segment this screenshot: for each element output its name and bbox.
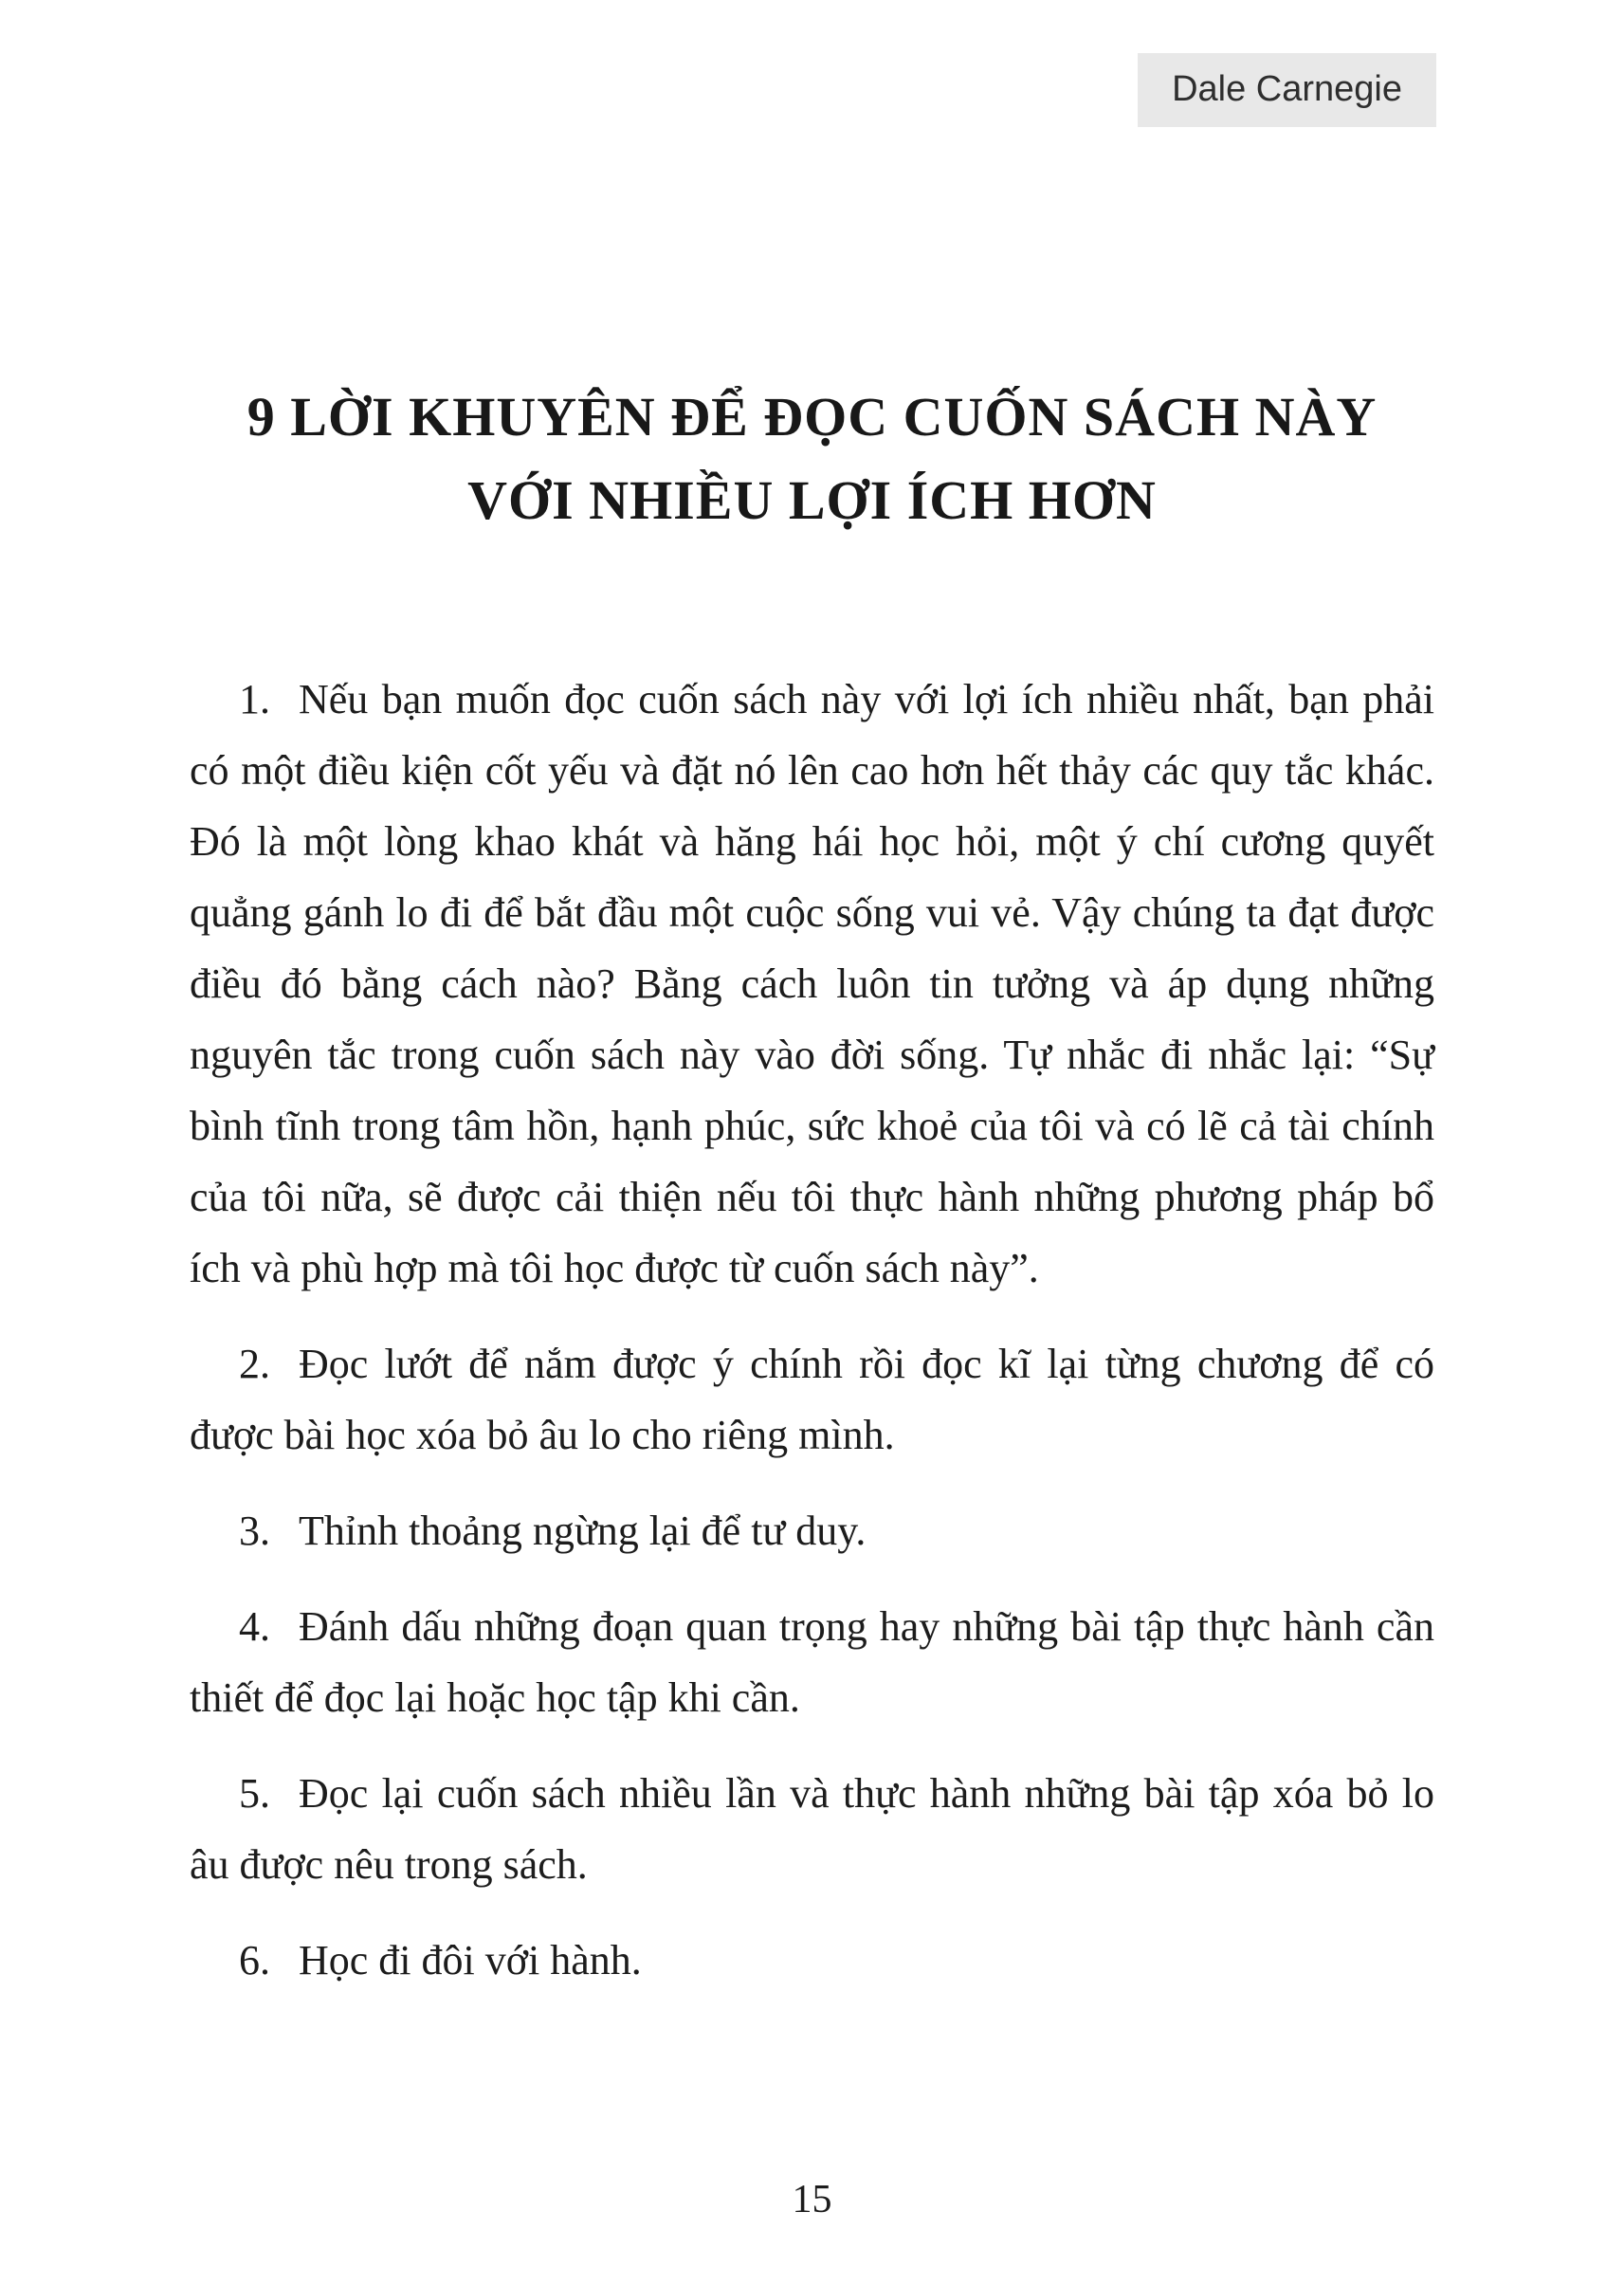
- paragraph-number: 1.: [239, 676, 270, 723]
- paragraph-text: Học đi đôi với hành.: [299, 1937, 642, 1984]
- paragraph-number: 3.: [239, 1508, 270, 1555]
- paragraph-item: [190, 1328, 1434, 1471]
- page-number: 15: [792, 2178, 832, 2221]
- paragraph-text: Đọc lại cuốn sách nhiều lần và thực hành những bài tập xóa bỏ lo âu được nêu trong sách.: [190, 1770, 1434, 1889]
- paragraph-text: Nếu bạn muốn đọc cuốn sách này với lợi ích nhiều nhất, bạn phải có một điều kiện cốt yếu và đặt nó lên cao hơn hết thảy các quy tắc khác. Đó là một lòng khao khát và hăng hái học hỏi, một ý chí cương quyết quẳng gánh lo đi để bắt đầu một cuộc sống vui vẻ. Vậy chúng ta đạt được điều đó bằng cách nào? Bằng cách luôn tin tưởng và áp dụng những nguyên tắc trong cuốn sách này vào đời sống. Tự nhắc đi nhắc lại: “Sự bình tĩnh trong tâm hồn, hạnh phúc, sức khoẻ của tôi và có lẽ cả tài chính của tôi nữa, sẽ được cải thiện nếu tôi thực hành những phương pháp bổ ích và phù hợp mà tôi học được từ cuốn sách này”.: [190, 676, 1434, 1292]
- chapter-title-line2: VỚI NHIỀU LỢI ÍCH HƠN: [467, 469, 1157, 532]
- paragraph-text: Đánh dấu những đoạn quan trọng hay những bài tập thực hành cần thiết để đọc lại hoặc học tập khi cần.: [190, 1603, 1434, 1722]
- author-badge-label: Dale Carnegie: [1172, 69, 1402, 109]
- author-badge: [1138, 53, 1436, 127]
- chapter-body: [190, 664, 1434, 1996]
- paragraph-number: 2.: [239, 1341, 270, 1388]
- paragraph-number: 5.: [239, 1770, 270, 1818]
- paragraph-item: [190, 1495, 1434, 1566]
- paragraph-text: Thỉnh thoảng ngừng lại để tư duy.: [299, 1508, 867, 1555]
- paragraph-text: Đọc lướt để nắm được ý chính rồi đọc kĩ lại từng chương để có được bài học xóa bỏ âu lo cho riêng mình.: [190, 1341, 1434, 1459]
- paragraph-item: [190, 1758, 1434, 1900]
- paragraph-item: [190, 664, 1434, 1304]
- paragraph-item: [190, 1925, 1434, 1996]
- paragraph-number: 4.: [239, 1603, 270, 1651]
- paragraph-item: [190, 1591, 1434, 1733]
- chapter-title-line1: 9 LỜI KHUYÊN ĐỂ ĐỌC CUỐN SÁCH NÀY: [246, 386, 1378, 448]
- paragraph-number: 6.: [239, 1937, 270, 1984]
